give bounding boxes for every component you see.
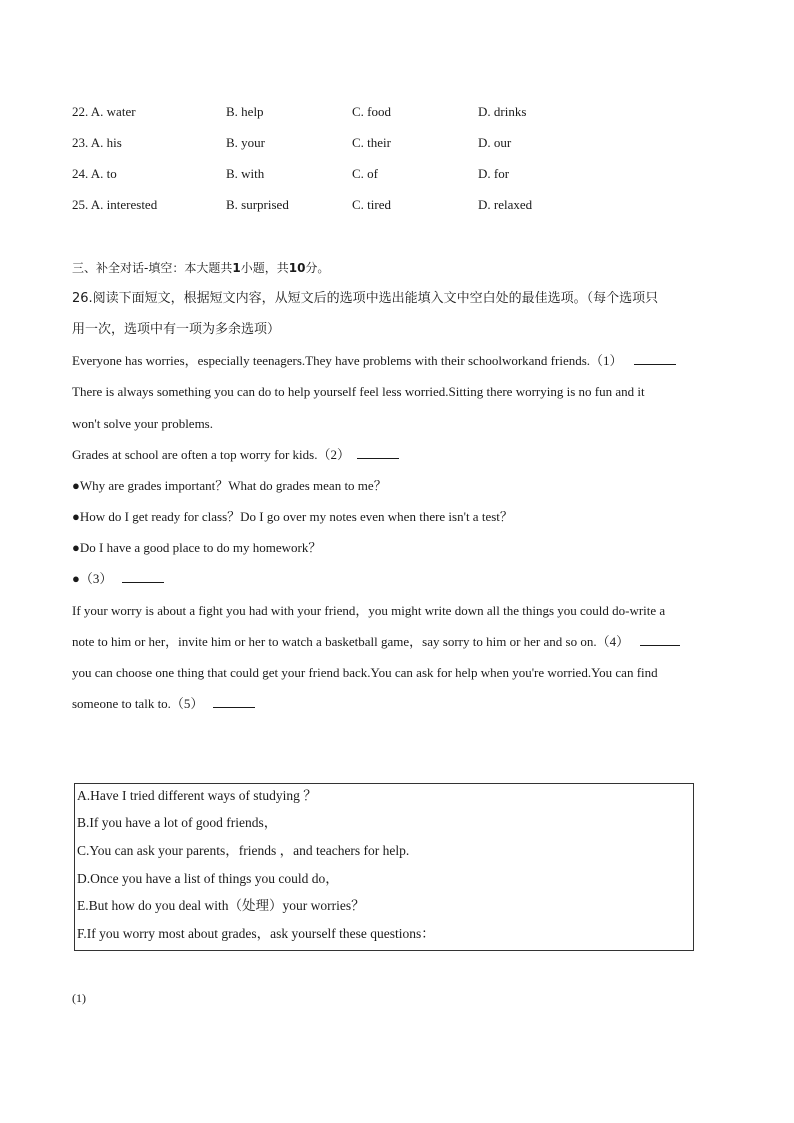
option-a: 23. A. his <box>72 135 122 150</box>
question-instruction-cont: 用一次，选项中有一项为多余选项） <box>72 322 281 337</box>
option-row-23 <box>72 135 672 155</box>
option-row-22 <box>72 104 672 124</box>
passage-line: Grades at school are often a top worry for kids.（2） <box>72 446 722 464</box>
option-d: D. for <box>478 166 510 181</box>
passage-line: There is always something you can do to help yourself feel less worried.Sitting there worrying is no fun and it <box>72 384 645 399</box>
blank-4[interactable] <box>640 633 680 646</box>
option-d: D. relaxed <box>478 197 533 212</box>
blank-1[interactable] <box>634 352 676 365</box>
blank-5[interactable] <box>213 695 255 708</box>
choice-c: C.You can ask your parents，friends ，and teachers for help. <box>77 843 410 858</box>
choice-e: E.But how do you deal with（处理）your worries？ <box>77 898 365 913</box>
option-a: 24. A. to <box>72 166 117 181</box>
choice-f: F.If you worry most about grades，ask yourself these questions： <box>77 926 435 941</box>
option-b: B. your <box>226 135 265 150</box>
passage-line: Everyone has worries，especially teenagers.They have problems with their schoolworkand friends.（1） <box>72 352 722 370</box>
passage-line: someone to talk to.（5） <box>72 695 722 713</box>
choice-b: B.If you have a lot of good friends， <box>77 815 278 830</box>
option-a: 25. A. interested <box>72 197 158 212</box>
option-b: B. with <box>226 166 265 181</box>
option-a: 22. A. water <box>72 104 136 119</box>
passage-line: ●（3） <box>72 570 722 588</box>
question-instruction: 26.阅读下面短文，根据短文内容，从短文后的选项中选出能填入文中空白处的最佳选项。（每个选项只 <box>72 291 659 306</box>
passage-line: note to him or her，invite him or her to watch a basketball game，say sorry to him or her and so on.（4） <box>72 633 722 651</box>
option-b: B. surprised <box>226 197 289 212</box>
option-c: C. of <box>352 166 378 181</box>
choice-a: A.Have I tried different ways of studying ？ <box>77 788 317 803</box>
option-row-25 <box>72 197 672 217</box>
option-c: C. food <box>352 104 391 119</box>
choices-box <box>74 783 694 951</box>
passage-line: If your worry is about a fight you had with your friend，you might write down all the things you could do-write a <box>72 603 666 618</box>
passage-line: ●How do I get ready for class？Do I go over my notes even when there isn't a test？ <box>72 509 513 524</box>
option-b: B. help <box>226 104 264 119</box>
passage-line: won't solve your problems. <box>72 416 213 431</box>
passage-line: ●Why are grades important？What do grades mean to me？ <box>72 478 387 493</box>
answer-label-1: (1) <box>72 991 86 1005</box>
blank-2[interactable] <box>357 446 399 459</box>
option-c: C. their <box>352 135 391 150</box>
choice-d: D.Once you have a list of things you could do， <box>77 871 339 886</box>
passage-line: ●Do I have a good place to do my homework？ <box>72 540 322 555</box>
option-d: D. drinks <box>478 104 527 119</box>
section-heading: 三、补全对话-填空：本大题共1小题，共10分。 <box>72 261 330 275</box>
option-row-24 <box>72 166 672 186</box>
passage-line: you can choose one thing that could get your friend back.You can ask for help when you're worried.You can find <box>72 665 658 680</box>
option-c: C. tired <box>352 197 391 212</box>
blank-3[interactable] <box>122 570 164 583</box>
option-d: D. our <box>478 135 512 150</box>
